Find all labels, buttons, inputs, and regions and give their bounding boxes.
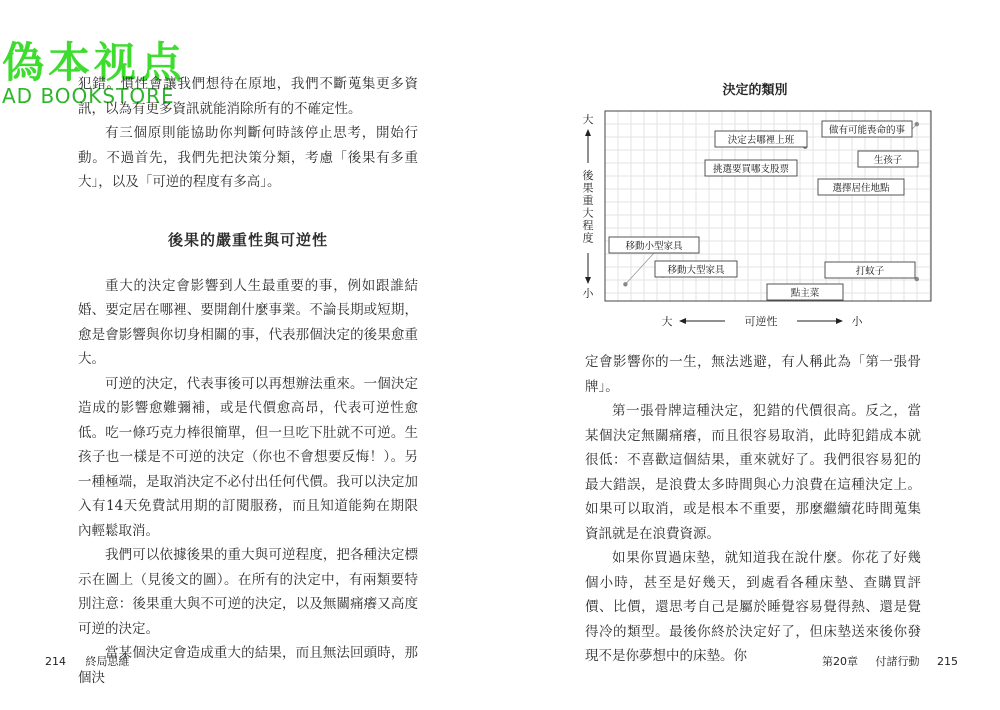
left-page (78, 72, 418, 690)
watermark-english: AD BOOKSTORE (2, 84, 175, 108)
left-paragraph-4: 可逆的決定，代表事後可以再想辦法重來。一個決定造成的影響愈難彌補，或是代價愈高昂，代表可逆性愈低。吃一條巧克力棒很簡單，但一旦吃下肚就不可逆。生孩子也一樣是不可逆的決定（你也不會想要反悔！）。另一種極端，是取消決定不必付出任何代價。我可以決定加入有14天免費試用期的訂閱服務，而且知道能夠在期限內輕鬆取消。 (78, 375, 418, 539)
left-paragraph-2: 有三個原則能協助你判斷何時該停止思考，開始行動。不過首先，我們先把決策分類，考慮「後果有多重大」，以及「可逆的程度有多高」。 (78, 125, 418, 190)
decision-chart (575, 75, 955, 335)
left-paragraph-5: 我們可以依據後果的重大與可逆程度，把各種決定標示在圖上（見後文的圖）。在所有的決定中，有兩類要特別注意：後果重大與不可逆的決定，以及無關痛癢又高度可逆的決定。 (78, 547, 418, 637)
chart-title: 決定的類別 (722, 83, 788, 98)
y-high-label: 大 (582, 113, 594, 126)
right-paragraph-3: 如果你買過床墊，就知道我在說什麼。你花了好幾個小時，甚至是好幾天，到處看各種床墊、查購買評價、比價，還思考自己是屬於睡覺容易覺得熱、還是覺得冷的類型。最後你終於決定好了，但床墊送來後你發現不是你夢想中的床墊。你 (585, 550, 921, 664)
point-label: 移動大型家具 (667, 265, 725, 276)
x-axis-label: 可逆性 (744, 315, 778, 328)
y-low-label: 小 (582, 287, 594, 300)
left-paragraph-3: 重大的決定會影響到人生最重要的事，例如跟誰結婚、要定居在哪裡、要開創什麼事業。不論長期或短期，愈是會影響與你切身相關的事，代表那個決定的後果愈重大。 (78, 277, 418, 367)
chapter-title: 付諸行動 (875, 655, 920, 668)
right-paragraph-2: 第一張骨牌這種決定，犯錯的代價很高。反之，當某個決定無關痛癢，而且很容易取消，此時犯錯成本就很低：不喜歡這個結果，重來就好了。我們很容易犯的最大錯誤，是浪費太多時間與心力浪費在這種決定上。如果可以取消，或是根本不重要，那麼繼續花時間蒐集資訊就是在浪費資源。 (585, 403, 921, 542)
left-paragraph-6: 當某個決定會造成重大的結果，而且無法回頭時，那個決 (78, 645, 418, 686)
data-point (623, 282, 627, 286)
y-axis-label (583, 168, 595, 245)
point-label: 決定去哪裡上班 (727, 135, 795, 146)
right-paragraph-1: 定會影響你的一生，無法逃避，有人稱此為「第一張骨牌」。 (585, 354, 921, 395)
watermark-chinese: 偽本视点 (2, 38, 187, 87)
y-axis-label-text: 後果重大程度 (582, 169, 594, 245)
x-left-label: 大 (661, 315, 673, 328)
section-title: 後果的嚴重性與可逆性 (167, 230, 328, 249)
point-label: 打蚊子 (855, 266, 885, 277)
right-page (585, 350, 921, 669)
right-page-number: 215 (937, 655, 958, 668)
left-footer (45, 653, 146, 669)
point-label: 移動小型家具 (625, 241, 683, 252)
point-label: 點主菜 (790, 288, 820, 299)
chart-svg (575, 75, 955, 335)
point-label: 挑選要買哪支股票 (712, 164, 790, 175)
x-right-label: 小 (851, 315, 863, 328)
point-label: 選擇居住地點 (832, 183, 890, 194)
chapter-label: 第20章 (822, 655, 858, 668)
chart-points (609, 121, 919, 300)
point-label: 生孩子 (873, 155, 903, 166)
point-label: 做有可能喪命的事 (828, 125, 906, 136)
data-point (915, 122, 919, 126)
y-arrow-up-head (585, 129, 591, 136)
book-title: 終局思維 (85, 655, 130, 668)
x-arrow-left-head (679, 318, 686, 324)
x-arrow-right-head (836, 318, 843, 324)
right-footer (808, 653, 958, 669)
y-arrow-down-head (585, 277, 591, 284)
left-page-number: 214 (45, 655, 66, 668)
left-paragraph-1: 犯錯。慣性會讓我們想待在原地，我們不斷蒐集更多資訊，以為有更多資訊就能消除所有的不確定性。 (78, 76, 418, 117)
